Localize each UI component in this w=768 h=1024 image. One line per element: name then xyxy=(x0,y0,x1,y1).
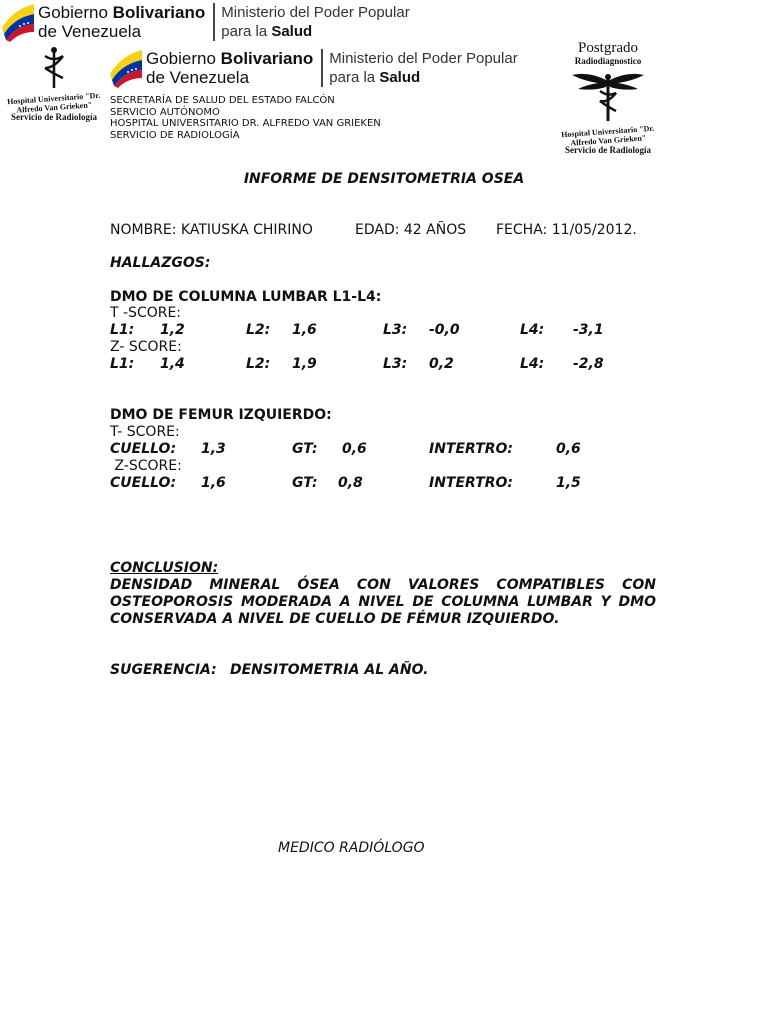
gov-name: Gobierno Bolivariano de Venezuela xyxy=(146,49,314,87)
femur-t-intertro-label: INTERTRO: xyxy=(429,441,514,457)
institution-line: HOSPITAL UNIVERSITARIO DR. ALFREDO VAN GRIEKEN xyxy=(110,118,381,129)
femur-z-intertro-label: INTERTRO: xyxy=(429,475,514,491)
femur-t-intertro-value: 0,6 xyxy=(556,441,581,457)
ministry-name: Ministerio del Poder Popular para la Salud xyxy=(221,4,410,40)
lumbar-z-l1-value: 1,4 xyxy=(160,356,185,372)
femur-z-cuello-label: CUELLO: xyxy=(110,475,177,491)
conclusion-heading: CONCLUSION: xyxy=(110,560,219,576)
gov-banner-main xyxy=(108,46,522,90)
lumbar-t-l4-value: -3,1 xyxy=(573,322,604,338)
lumbar-z-l2-value: 1,9 xyxy=(292,356,317,372)
postgrado-logo xyxy=(553,40,663,156)
venezuela-flag-icon xyxy=(0,2,36,42)
femur-t-cuello-value: 1,3 xyxy=(201,441,226,457)
caduceus-icon xyxy=(37,46,71,90)
left-logo-service: Servicio de Radiología xyxy=(11,112,97,122)
lumbar-z-l2-label: L2: xyxy=(246,356,271,372)
lumbar-heading: DMO DE COLUMNA LUMBAR L1-L4: xyxy=(110,289,382,305)
lumbar-t-l2-label: L2: xyxy=(246,322,271,338)
banner-divider xyxy=(321,49,323,87)
gov-banner-top xyxy=(0,0,410,44)
institution-line: SERVICIO AUTÓNOMO xyxy=(110,106,220,118)
patient-age: EDAD: 42 AÑOS xyxy=(355,222,467,238)
lumbar-t-l4-label: L4: xyxy=(520,322,545,338)
right-logo-caption: Hospital Universitario "Dr. Alfredo Van Grieken" xyxy=(560,123,655,148)
institution-line: SECRETARÍA DE SALUD DEL ESTADO FALCÓN xyxy=(110,95,335,106)
lumbar-z-l4-label: L4: xyxy=(520,356,545,372)
femur-z-cuello-value: 1,6 xyxy=(201,475,226,491)
lumbar-t-l1-label: L1: xyxy=(110,322,135,338)
femur-z-gt-value: 0,8 xyxy=(338,475,363,491)
report-date: FECHA: 11/05/2012. xyxy=(496,222,637,238)
femur-heading: DMO DE FEMUR IZQUIERDO: xyxy=(110,407,332,423)
institution-lines xyxy=(110,95,381,141)
left-logo-caption: Hospital Universitario "Dr. Alfredo Van Grieken" xyxy=(6,90,101,115)
ministry-name: Ministerio del Poder Popular para la Salud xyxy=(329,50,518,86)
lumbar-z-label: Z- SCORE: xyxy=(110,339,182,355)
winged-caduceus-icon xyxy=(568,67,648,123)
femur-z-intertro-value: 1,5 xyxy=(556,475,581,491)
femur-t-label: T- SCORE: xyxy=(110,424,180,440)
suggestion-label: SUGERENCIA: xyxy=(110,662,217,678)
femur-t-gt-label: GT: xyxy=(292,441,318,457)
postgrado-subtitle: Radiodiagnostico xyxy=(574,56,642,66)
femur-z-gt-label: GT: xyxy=(292,475,318,491)
institution-line: SERVICIO DE RADIOLOGÍA xyxy=(110,129,240,141)
postgrado-title: Postgrado xyxy=(578,40,638,56)
gov-name: Gobierno Bolivariano de Venezuela xyxy=(38,3,206,41)
right-logo-service: Servicio de Radiología xyxy=(565,145,651,155)
findings-heading: HALLAZGOS: xyxy=(110,255,211,271)
lumbar-t-l1-value: 1,2 xyxy=(160,322,185,338)
lumbar-z-l3-value: 0,2 xyxy=(429,356,454,372)
lumbar-t-l3-value: -0,0 xyxy=(429,322,460,338)
report-title: INFORME DE DENSITOMETRIA OSEA xyxy=(243,171,525,187)
lumbar-t-label: T -SCORE: xyxy=(110,305,182,321)
lumbar-t-l2-value: 1,6 xyxy=(292,322,317,338)
suggestion-text: DENSITOMETRIA AL AÑO. xyxy=(230,662,429,678)
venezuela-flag-icon xyxy=(108,48,144,88)
femur-z-label: Z-SCORE: xyxy=(110,458,182,474)
femur-t-cuello-label: CUELLO: xyxy=(110,441,177,457)
lumbar-z-l1-label: L1: xyxy=(110,356,135,372)
signature-label: MEDICO RADIÓLOGO xyxy=(278,840,425,856)
conclusion-text: DENSIDAD MINERAL ÓSEA CON VALORES COMPATIBLES CON OSTEOPOROSIS MODERADA A NIVEL DE COLUMNA LUMBAR Y DMO CONSERVADA A NIVEL DE CUELLO DE FÉMUR IZQUIERDO. xyxy=(110,577,656,627)
patient-name: NOMBRE: KATIUSKA CHIRINO xyxy=(110,222,313,238)
lumbar-t-l3-label: L3: xyxy=(383,322,408,338)
hospital-logo-left xyxy=(2,46,106,123)
banner-divider xyxy=(213,3,215,41)
femur-t-gt-value: 0,6 xyxy=(342,441,367,457)
lumbar-z-l4-value: -2,8 xyxy=(573,356,604,372)
lumbar-z-l3-label: L3: xyxy=(383,356,408,372)
